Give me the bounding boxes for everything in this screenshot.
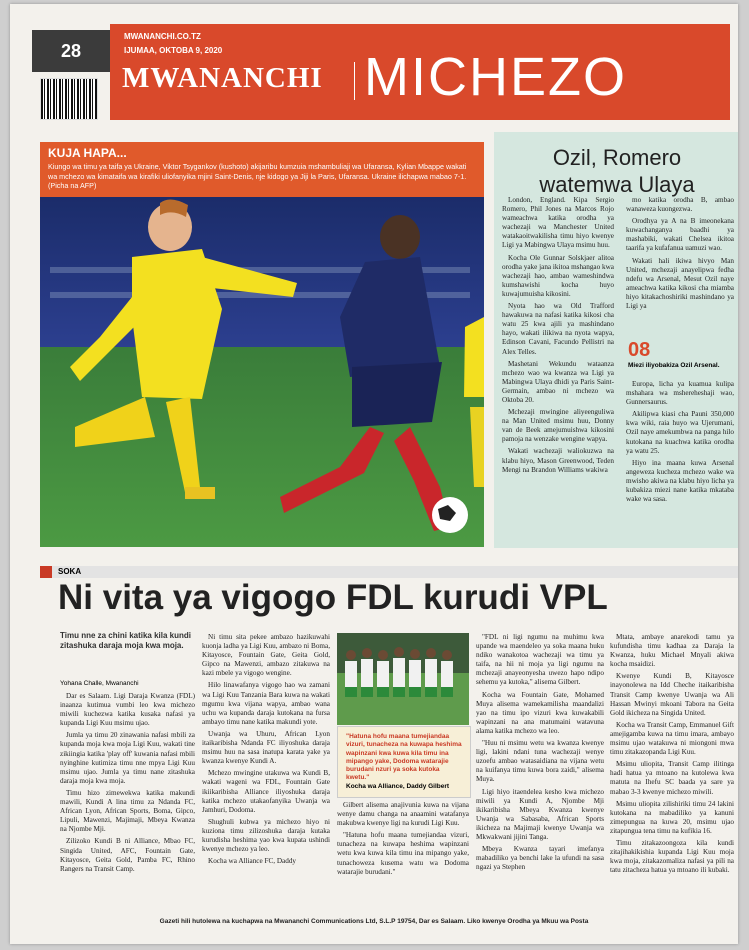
banner-divider — [354, 62, 355, 100]
paragraph: Hiyo ina maana kuwa Arsenal angeweza kucheza mchezo wake wa mwisho akiwa na klabu hiyo licha ya kubakiza miezi nane katika mkataba wake wa sasa. — [626, 458, 734, 504]
paragraph: mo katika orodha B, ambao wanaweza kuongezwa. — [626, 196, 734, 214]
page-footer: Gazeti hili hutolewa na kuchapwa na Mwananchi Communications Ltd, S.L.P 19754, Dar es Salaam. Liko kwenye Orodha ya Mkuu wa Posta — [159, 918, 589, 925]
story-deck: Timu nne za chini katika kila kundi zitashuka daraja moja kwa moja. — [60, 631, 191, 650]
paragraph: "FDL ni ligi ngumu na muhimu kwa upande wa maendeleo ya soka maana huku ndiko wanakotoa wachezaji wa timu ya taifa, na hii ni moja ya ligi ngumu na mchezaji anayeonyesha uwezo hapo ndipo sehemu ya kutoka," alisema Gilbert. — [476, 633, 604, 687]
masthead-banner — [110, 24, 730, 120]
pull-quote-text: "Hatuna hofu maana tumejiandaa vizuri, tunacheza na kuwapa heshima wapinzani kwa kuwa kila timu ina mipango yake, Dodoma watarajie burudani nzuri ya soka kutoka kwetu." — [346, 733, 462, 782]
paragraph: Zilizoko Kundi B ni Alliance, Mbao FC, Singida United, AFC, Fountain Gate, Kitayosce, Geita Gold, Pamba FC, Rhino Rangers na Transit Camp. — [60, 837, 195, 873]
paragraph: Mbeya Kwanza tayari imefanya mabadiliko ya benchi lake la ufundi na sasa ngazi ya Stephen — [476, 845, 604, 872]
story-column-2 — [202, 633, 330, 869]
team-photo-art — [337, 633, 469, 725]
stat-number: 08 — [628, 339, 651, 361]
paragraph: Uwanja wa Uhuru, African Lyon itaikaribisha Ndanda FC iliyoshuka daraja msimu huu na sasa inatupa karata yake ya kwanza kwenye Kundi A. — [202, 729, 330, 766]
paragraph: Kocha Ole Gunnar Solskjaer alitoa orodha yake jana ikitoa mshangao kwa wachezaji hao, ambao wameshindwa kumshawishi kocha huyo kuwajumuisha kikosini. — [502, 253, 614, 298]
paragraph: Wakati hali ikiwa hivyo Man United, mchezaji anayelipwa fedha ndefu wa Arsenal, Mesut Ozil naye ameachwa katika kikosi cha miamba hiyo kitakachoshiriki mashindano ya Ligi ya — [626, 256, 734, 311]
match-photo — [40, 197, 484, 547]
pull-quote-attribution: Kocha wa Alliance, Daddy Gilbert — [346, 783, 450, 790]
match-photo-art — [40, 197, 484, 547]
paragraph: Wakati wachezaji waliokuzwa na klabu hiyo, Mason Greenwood, Teden Mengi na Brandon Williams wakiwa — [502, 447, 614, 474]
paragraph: Mchezaji mwingine aliyeenguliwa na Man United msimu huu, Donny van de Beek amejumuishwa kikosini pamoja na wenzake wengine wapya. — [502, 408, 614, 444]
paragraph: Ni timu sita pekee ambazo hazikuwahi kuonja ladha ya Ligi Kuu, ambazo ni Boma, Kitayosce, Fountain Gate, Geita Gold, Gipco na Mawenzi, ambazo zitakuwa na kazi mbele ya vigogo wengine. — [202, 633, 330, 678]
barcode — [40, 78, 98, 120]
paragraph: Nyota hao wa Old Trafford hawakuwa na nafasi katika kikosi cha watu 25 kwa ajili ya mashindano hayo, wakati ilikiwa na nyota wapya, Edinson Cavani, Facundo Pellistri na Alex Telles. — [502, 302, 614, 356]
section-tag-bar — [40, 566, 738, 578]
section-tag-marker — [40, 566, 52, 578]
paragraph: Mchezo mwingine utakuwa wa Kundi B, wakati wageni wa FDL, Fountain Gate ikiikaribisha Alliance iliyoshuka daraja katika mchezo utakaofanyika Uwanja wa Jamhuri, Dodoma. — [202, 769, 330, 814]
pull-quote — [337, 726, 471, 798]
site-url: MWANANCHI.CO.TZ — [124, 32, 201, 41]
paragraph: Gilbert alisema anajivunia kuwa na vijana wenye damu changa na anaamini watafanya makubwa kwenye ligi na kurudi Ligi Kuu. — [337, 801, 469, 828]
sidebar-column-2b — [626, 380, 734, 507]
paragraph: Mtata, ambaye anarekodi tamu ya kufundisha timu kadhaa za Daraja la Kwanza, huku Michael Mnyali akiwa kocha msaidizi. — [610, 633, 734, 669]
photo-caption: Kiungo wa timu ya taifa ya Ukraine, Viktor Tsygankov (kushoto) akijaribu kumzuia mshambuliaji wa Ufaransa, Kylian Mbappe wakati wa mchezo wa kimataifa wa kirafiki uliofanyika mjini Saint-Denis, nje kidogo ya Jiji la Paris, Ufaransa. Ukraine ilichapwa mabao 7-1. (Picha na AFP) — [48, 162, 467, 190]
story-column-1 — [60, 692, 195, 877]
sidebar-column-1 — [502, 196, 614, 478]
newspaper-page — [10, 4, 738, 944]
photo-caption-box — [40, 142, 484, 197]
story-column-3 — [337, 801, 469, 880]
paragraph: Timu hizo zimewekwa katika makundi mawili, Kundi A lina timu za Ndanda FC, African Lyon, African Sports, Boma, Gipco, Lipuli, Mawenzi, Majimaji, Mbeya Kwanza na Njombe Mji. — [60, 788, 195, 834]
paragraph: Hilo linawafanya vigogo hao wa zamani wa Ligi Kuu Tanzania Bara kuwa na wakati mgumu kwa vijana wapya, ambao wana uchu wa kupanda daraja kutokana na fursa ambayo timu nane katika makundi yote. — [202, 681, 330, 726]
paragraph: Akilipwa kiasi cha Pauni 350,000 kwa wiki, raia huyo wa Ujerumani, Ozil naye amekumbwa na panga hilo kutokana na kuachwa katika orodha ya watu 25. — [626, 410, 734, 455]
paragraph: Europa, licha ya kuamua kulipa mshahara wa mshereheshaji wao, Gunnersaurus. — [626, 380, 734, 407]
story-column-5 — [610, 633, 734, 878]
byline: Yohana Challe, Mwananchi — [60, 680, 139, 687]
team-photo — [337, 633, 469, 725]
stat-caption: Miezi iliyobakiza Ozil Arsenal. — [628, 362, 720, 369]
paragraph: Msimu uliopita zilishiriki timu 24 lakini kutokana na mabadiliko ya kanuni zimepungua na kuwa 20, msimu ujao zitapungua tena timu na kufikia 16. — [610, 799, 734, 835]
issue-date: IJUMAA, OKTOBA 9, 2020 — [124, 46, 223, 55]
paragraph: Dar es Salaam. Ligi Daraja Kwanza (FDL) inaanza kutimua vumbi leo kwa michezo miwili kuchezwa katika kusaka nafasi ya kupanda Ligi Kuu msimu ujao. — [60, 692, 195, 728]
photo-kicker: KUJA HAPA... — [48, 146, 127, 160]
paragraph: "Huu ni msimu wetu wa kwanza kwenye ligi, lakini ndani tuna wachezaji wenye uzoefu ambao watasaidiana na vijana wetu na kuifanya timu kuwa bora zaidi," alisema Muya. — [476, 739, 604, 784]
main-headline: Ni vita ya vigogo FDL kurudi VPL — [58, 578, 608, 617]
paragraph: Mashetani Wekundu wataanza mchezo wao wa kwanza wa Ligi ya Mabingwa Ulaya dhidi ya Paris Saint-Germain, ambao ni mchezo wa Oktoba 20. — [502, 359, 614, 404]
sidebar-column-2 — [626, 196, 734, 314]
page-number: 28 — [32, 30, 110, 72]
paragraph: "Hatuna hofu maana tumejiandaa vizuri, tunacheza na kuwapa heshima wapinzani wetu kwa kuwa kila timu ina mipango yake, tunachoweza kusema watu wa Dodoma watarajie burudani." — [337, 831, 469, 876]
sidebar-headline: Ozil, Romero watemwa Ulaya — [539, 145, 695, 197]
paragraph: Ligi hiyo itaendelea kesho kwa michezo miwili ya Kundi A, Njombe Mji ikikaribisha Mbeya Kwanza kwenye Uwanja wa Sabasaba, African Sports ikicheza na Majimaji kwenye Uwanja wa Mkwakwani jijini Tanga. — [476, 787, 604, 841]
brand-logo: MWANANCHI — [122, 62, 323, 94]
paragraph: London, England. Kipa Sergio Romero, Phil Jones na Marcos Rojo wameachwa katika orodha ya wachezaji wa Manchester United watakaoitwakilisha timu hiyo kwenye Ligi ya Mabingwa Ulaya msimu huu. — [502, 196, 614, 250]
section-tag: SOKA — [58, 567, 82, 576]
section-title: MICHEZO — [364, 47, 627, 107]
paragraph: Jumla ya timu 20 zinawania nafasi mbili za kupanda moja kwa moja Ligi Kuu, wakati tine zikiingia katika 'play off' kuwania nafasi mbili nyinghine kutimiza timu nne mpya Ligi Kuu msimu ujao. Jumla ya timu nane zitashuka daraja moja kwa moja. — [60, 731, 195, 785]
story-column-4 — [476, 633, 604, 875]
paragraph: Kocha wa Fountain Gate, Mohamed Muya alisema wamekamilisha maandalizi yao na timu ipo vizuri kwa kuwakabili wapinzani na ana matumaini watavuna alama katika mchezo wa leo. — [476, 690, 604, 735]
paragraph: Timu zitakazoongoza kila kundi zitajihakikishia kupanda Ligi Kuu moja kwa moja, zitakazomaliza nafasi ya pili na tatu zitacheza hatua ya mtoano ili kubaki. — [610, 838, 734, 875]
paragraph: Shughuli kubwa ya michezo hiyo ni kuziona timu zilizoshuka daraja kutaka kurudisha heshima yao kwa kupata ushindi kwenye mchezo ya leo. — [202, 817, 330, 854]
paragraph: Orodhya ya A na B imeonekana kuwachanganya baadhi ya mashabiki, wakati Chelsea ikitoa taarifa ya kufafanua uamuzi wao. — [626, 217, 734, 253]
paragraph: Msimu uliopita, Transit Camp ilitinga hadi hatua ya mtoano na kutolewa kwa matuta na Ihefu SC baada ya sare ya mabao 3-3 kwenye michezo miwili. — [610, 760, 734, 796]
paragraph: Kocha wa Alliance FC, Daddy — [208, 857, 297, 866]
paragraph: Kocha wa Transit Camp, Emmanuel Gift amejigamba kuwa na timu imara, ambayo msimu ujao watakuwa ni miongoni mwa timu zitakazopanda Ligi Kuu. — [610, 720, 734, 757]
paragraph: Kwenye Kundi B, Kitayosce inayonolewa na Idd Cheche itaikaribisha Transit Camp kwenye Uwanja wa Ali Hassan Mwinyi mkoani Tabora na Geita Gold ikicheza na Singida United. — [610, 672, 734, 717]
